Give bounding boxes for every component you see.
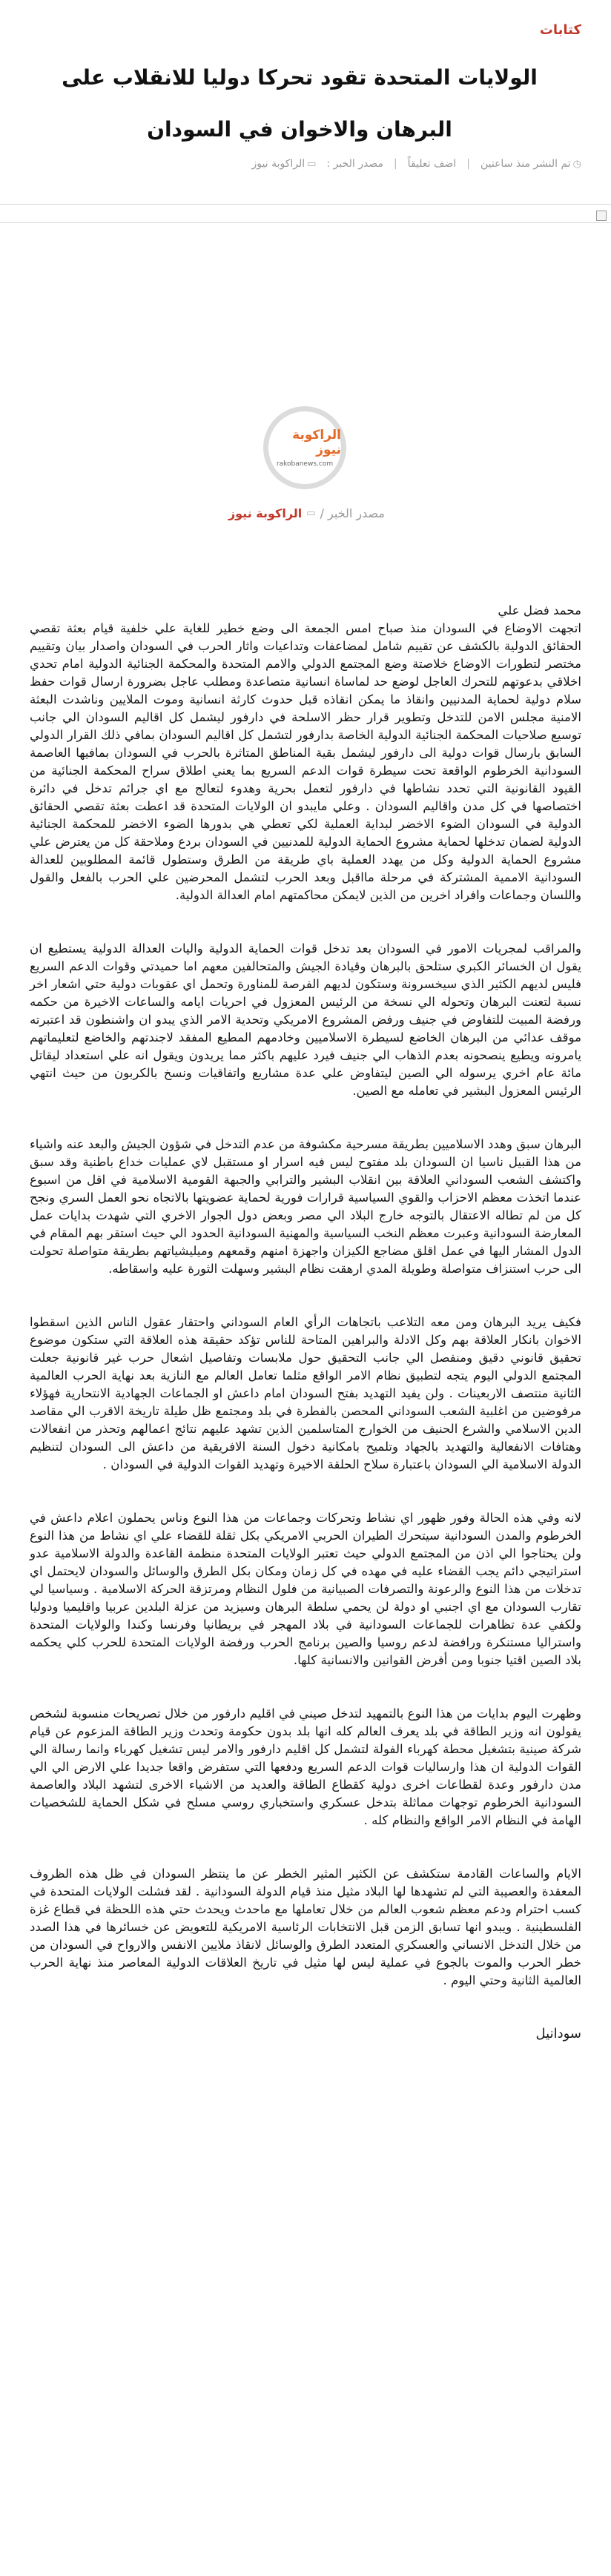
article-paragraph: لانه وفي هذه الحالة وفور ظهور اي نشاط وتحركات وجماعات من هذا النوع وناس يحملون اعلام داعش في الخرطوم والمدن السودانية سيتحرك الطيران الحربي الامريكي بكل ثقلة للقضاء علي اي نشاط من هذا النوع ولن يحتاجوا الي اذن من المجتمع الدولي حيث تعتبر الولايات المتحدة منظمة القاعدة والدولة الاسلامية عدو استراتيجي دائم يجب القضاء عليه في مهده في كل زمان ومكان بكل الطرق والوسائل والسودان لايحتمل اي تدخلات من هذا النوع والرعونة والتصرفات الصبيانية من فلول النظام ومرتزقة الحركة الاسلامية . وسياسيا لي تقارب السودان مع اي اجنبي او دولة لن يحمي سلطة البرهان وسيزيد من عزلة البلدين عربيا واقليميا ودوليا ولكفي عدة تظاهرات للجماعات السودانية في بلاد المهجر في بريطانيا وفرنسا وكندا والولايات المتحدة واستراليا مستنكرة ورافضة لدعم روسيا والصين برنامج الحرب ورفضة الولايات المتحدة للحرب كلي يحكمه بلاد الصين اقتيا جنوبا ومن أفرض القوانين والانسانية كلها. — [30, 1511, 581, 1667]
logo-text: الراكوبة نيوز — [292, 428, 341, 457]
meta-separator: | — [466, 158, 470, 170]
article-header — [0, 0, 611, 185]
broken-image-icon — [596, 211, 607, 221]
source-line — [228, 506, 385, 520]
link-icon: ▭ — [307, 159, 317, 170]
author-name: محمد فضل علي — [498, 603, 581, 617]
article-signature: سودانيل — [535, 2026, 581, 2042]
clock-icon: ◷ — [572, 159, 581, 170]
page-title: الولايات المتحدة تقود تحركا دوليا للانقلاب على البرهان والاخوان في السودان — [62, 65, 538, 142]
source-logo[interactable] — [263, 406, 346, 489]
article-paragraph: اتجهت الاوضاع في السودان منذ صباح امس الجمعة الى وضع خطير للغاية علي خلفية قيام بعثة تقصي الحقائق الدولية بالكشف عن تقييم شامل لمضاعفات وتداعيات واثار الحرب في السودان واصدار بيان وتقييم مختصر لتطورات الاوضاع خلاصتة وضع المجتمع الدولي والامم المتحدة والمحكمة الجنائية الدولية امام تحدي اخلاقي بدعوتهم للتحرك العاجل لوضع حد لماساة انسانية متصاعدة ومطلب عاجل بضرورة ارسال قوات حفظ سلام دولية لحماية المدنيين وانقاذ ما يمكن انقاذه قبل حدوث كارثة انسانية وموت الملايين وناشدت البعثة الامنية مجلس الامن للتدخل وتطوير قرار حظر الاسلحة في دارفور ليشمل كل اقاليم السودان الي جانب توسيع صلاحيات المحكمة الجنائية الدولية الخاصة بدارفور لتشمل كل اقاليم السودان بمافي ذلك القرار الدولي السابق بارسال قوات دولية الى دارفور ليشمل بقية المناطق المتاثرة بالحرب في السودان بمافيها العاصمة السودانية الخرطوم الواقعة تحت سيطرة قوات الدعم السريع بما يعني اطلاق سراح المحكمة الجنائية من القيود القانونية التي تحدد نشاطها في دارفور لتعمل بحرية وهدوء لتعالج مع اي جرائم تدخل في دائرة اختصاصها في كل مدن واقاليم السودان . وعلي مايبدو ان الولايات المتحدة قد اعطت بعثة تقصي الحقائق الدولية في السودان الضوء الاخضر لبداية العملية لكي تعطي هي بدورها الضوء الاخضر للمحكمة الجنائية الدولية لضمان تدخلها لحماية مشروع الحماية الدولية للمدنيين في السودان بردع وملاحقة كل من يعترض علي مشروع الحماية الدولية وكل من يهدد العملية باي طريقة من الطرق وستطول قائمة المطلوبين للعدالة السودانية الاممية المشتركة في مرحلة مااقبل وبعد الحرب لتشمل المحرضين علي الحرب بالفعل والقول واللسان وجماعات وافراد اخرين من الذين لايمكن محاكمتهم امام العدالة الدولية. — [30, 621, 581, 902]
article-body — [30, 602, 581, 2079]
article-paragraph: وظهرت اليوم بدايات من هذا النوع بالتمهيد لتدخل صيني في اقليم دارفور من خلال تصريحات منسوبة لشخص يقولون انه وزير الطاقة في بلد يعرف العالم كله انها بلد بدون حكومة وتحدث وزير الطاقة المزعوم عن قيام شركة صينية بتشغيل محطة كهرباء الفولة لتشمل كل اقليم دارفور والامر ليس تشغيل كهرباء وانما رسالة الي القوات الدولية ان هذا وارساليات قوات الدعم السريع ودفعها التي ستفرض واقعا جديدا علي الارض الي الي مدن دارفور وعدة لقطاعات اخرى دولية كقطاع الطاقة والعديد من الاشياء الاخرى لتشهد البلاد والعاصمة السودانية الخرطوم توجهات مماثلة بتدخل عسكري واستخباري روسي مسلح في شكل الحماية للشخصيات الهامة في النظام الامر الواقع والنظام كله . — [30, 1706, 581, 1827]
ad-divider — [0, 204, 611, 223]
article-paragraph: الايام والساعات القادمة ستكشف عن الكثير المثير الخطر عن ما ينتظر السودان في ظل هذه الظروف المعقدة والعصيبة التي لم تشهدها لها البلاد مثيل منذ قيام الدولة السودانية . لقد فشلت الولايات المتحدة في كسب احترام ودعم معظم شعوب العالم من خلال تعاملها مع ماحدث ويحدث حتي هذه اللحظة في قطاع غزة الفلسطينية . ويبدو انها تسابق الزمن قبل الانتخابات الرئاسية الامريكية للتعويض عن خسائرها في هذا الصدد من خلال التدخل الانساني والعسكري المتعدد الطرق والوسائل لانقاذ ملايين الانفس والارواح في السودان من خطر الحرب والموت بالجوع في عملية ليس لها مثيل في تاريخ العلاقات الدولية المعاصر منذ نهاية الحرب العالمية الثانية وحتي اليوم . — [30, 1867, 581, 1987]
category-label[interactable]: كتابات — [539, 22, 581, 38]
meta-separator: | — [393, 158, 397, 170]
logo-url: rakobanews.com — [276, 460, 334, 468]
article-paragraph: فكيف يريد البرهان ومن معه التلاعب باتجاهات الرأي العام السوداني واحتقار عقول الناس الذين اسقطوا الاخوان بانكار العلاقة بهم وكل الادلة والبراهين المتاحة للناس تؤكد حقيقة هذه العلاقة التي ستكون موضوع تحقيق قانوني دقيق ومنفصل الي جانب التحقيق حول ملابسات وتفاصيل اشعال حرب غير قانونية جعلت المجتمع الدولي اليوم يتجه لتطبيق نظام الامر الواقع مثلما تعامل العالم مع النازية بعد نهاية الحرب العالمية الثانية منتصف الاربعينات . ولن يفيد التهديد بفتح السودان امام داعش او الجماعات الجهادية الانتحارية فهؤلاء مرفوضين من اغلبية الشعب السوداني المحصن بالفطرة في بلد ومجتمع ظل طيلة تاريخة الاقرب الي مقاصد الدين الاسلامي والشرع الحنيف من الخوارج المتاسلمين الذين تشهد عليهم نتائج اعمالهم وتحذر من انفعالات وهتافات الانفعالية والتهديد بالجهاد وتلميح بامكانية دخول السنة الافريقية من داعش الى السودان لتنظيم الدولة الاسلامية الي السودان باعتبارة سلاح الحلقة الاخيرة وتهديد القوات الدولية في السودان . — [30, 1315, 581, 1471]
source-name[interactable]: الراكوبة نيوز — [251, 158, 306, 170]
logo-inner — [268, 411, 341, 484]
source-line-link[interactable]: الراكوبة نيوز — [228, 506, 303, 520]
source-info[interactable] — [252, 158, 317, 170]
source-line-label: مصدر الخبر / — [320, 506, 385, 520]
add-comment-link[interactable]: اضف تعليقاً — [407, 158, 457, 170]
published-text: تم النشر منذ ساعتين — [480, 158, 571, 170]
link-icon: ▭ — [306, 508, 316, 519]
published-time — [480, 158, 581, 170]
article-meta — [252, 158, 582, 170]
article-paragraph: البرهان سبق وهدد الاسلاميين بطريقة مسرحية مكشوفة من عدم التدخل في شؤون الجيش والبعد عنه واشياء من هذا القبيل ناسيا ان السودان بلد مفتوح ليس فيه اسرار او مستقبل لاي عمليات خداع باطنية وقد سبق واكتشف الشعب السوداني العلاقة بين انقلاب البشير والترابي والجبهة القومية الاسلامية في اقل من اسبوع عندما اتخذت معظم الاحزاب والقوي السياسية قرارات فورية لحماية عضويتها بالاتجاه نحو العمل السري ونجح كل من لم تطاله الاعتقال بالتوجه خارج البلاد الي مصر وبعض دول الجوار الاخري التي شهدت بدايات عمل المعارضة السودانية وعبرت معظم النخب السياسية والمهنية السودانية الحدود الي حيث استقر بهم المقام في الدول المشار اليها في عمل اقلق مضاجع الكيزان واجهزة امنهم وقمعهم وميليشياتهم بطريقة متواصلة تحولت الى حرب استنزاف متواصلة وطويلة المدي ارهقت نظام البشير وسهلت الثورة عليه واسقاطه. — [30, 1137, 581, 1276]
source-label: مصدر الخبر : — [326, 158, 383, 170]
article-paragraph: والمراقب لمجريات الامور في السودان بعد تدخل قوات الحماية الدولية واليات العدالة الدولية يستطيع ان يقول ان الخسائر الكبري ستلحق بالبرهان وقيادة الجيش والمتحالفين معهم اما حميدتي وقوات الدعم السريع فليس لديهم الكثير الذي سيخسرونة وستكون لديهم الفرصة للمناورة وتحمل اي عقوبات دولية حتي اشعار اخر نسبة لتعنت البرهان وتحوله الي نسخة من الرئيس المعزول في احريات ايامه والساعات الاخيرة من حكمه ورفضة المبيت للتفاوض في جنيف ورفض المشروع الامريكي وتحدية الامر الذي يبدو ان واشنطون قد اعتبرته موقف عدائي من البرهان الخاضع لسيطرة الاسلاميين وخادمهم المطيع المفقد لاجندتهم والخاضع لتعليماتهم يامرونه ويطيع ينصحونه بعدم الذهاب الي جنيف فيرد عليهم باكثر مما يريدون ويقول انه علي استعداد ليقاتل مائة عام اخري يرسوله الي الصين ليتفاوض علي عدة مشاريع واتفاقيات ونسخ بالكربون من حيث انتهي الرئيس المعزول البشير في تعامله مع الصين. — [30, 941, 581, 1098]
